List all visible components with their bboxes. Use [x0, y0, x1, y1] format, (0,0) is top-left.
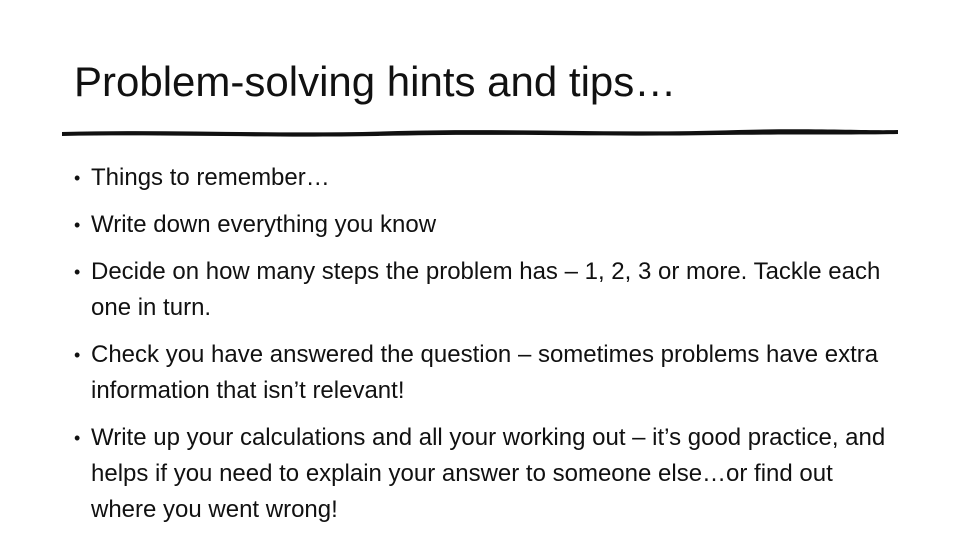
bullet-item: [74, 420, 894, 528]
title-underline: [58, 122, 902, 144]
bullet-list: [74, 160, 894, 539]
bullet-marker: •: [74, 262, 81, 282]
bullet-text: Check you have answered the question – sometimes problems have extra information that isn’t relevant!: [91, 341, 879, 404]
bullet-text: Write down everything you know: [91, 211, 437, 238]
bullet-item: [74, 207, 894, 243]
bullet-text: Decide on how many steps the problem has – 1, 2, 3 or more. Tackle each one in turn.: [91, 258, 881, 321]
bullet-marker: •: [74, 168, 81, 188]
bullet-text: Write up your calculations and all your working out – it’s good practice, and helps if you need to explain your answer to someone else…or find out where you went wrong!: [91, 424, 886, 523]
bullet-marker: •: [74, 428, 81, 448]
bullet-marker: •: [74, 215, 81, 235]
slide-title: Problem-solving hints and tips…: [74, 58, 677, 105]
bullet-item: [74, 254, 894, 326]
bullet-item: [74, 337, 894, 409]
bullet-marker: •: [74, 345, 81, 365]
bullet-text: Things to remember…: [91, 164, 330, 191]
bullet-item: [74, 160, 894, 196]
